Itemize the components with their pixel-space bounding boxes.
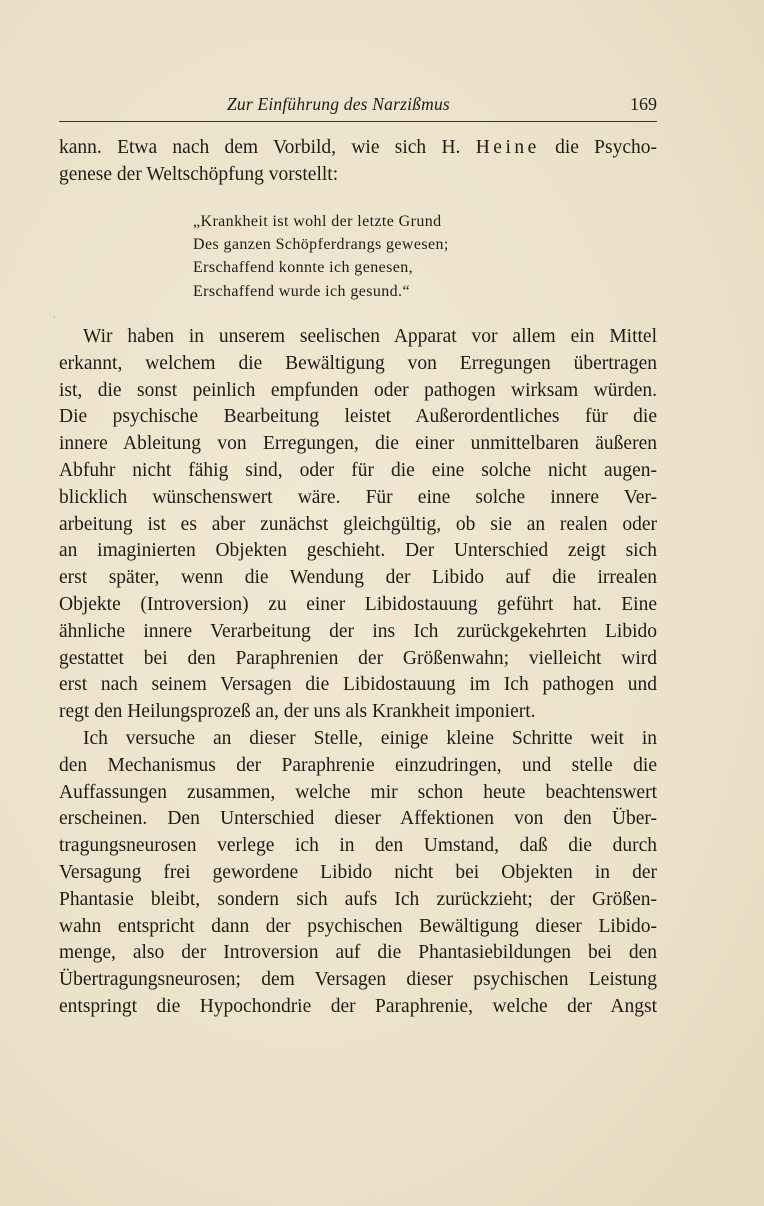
text-line: erst nach seinem Versagen die Libidostauung im Ich pathogen und <box>59 674 657 696</box>
text-line: menge, also der Introversion auf die Phantasiebildungen bei den <box>59 942 657 964</box>
text-line: arbeitung ist es aber zunächst gleichgültig, ob sie an realen oder <box>59 513 657 535</box>
text-line: erst später, wenn die Wendung der Libido auf die irrealen <box>59 567 657 589</box>
verse-line: „Krankheit ist wohl der letzte Grund <box>193 213 442 230</box>
text-line: genese der Weltschöpfung vorstellt: <box>59 163 339 185</box>
verse-line: Des ganzen Schöpferdrangs gewesen; <box>193 236 449 254</box>
text-line: erscheinen. Den Unterschied dieser Affektionen von den Über- <box>59 808 657 830</box>
text-line: Ich versuche an dieser Stelle, einige kleine Schritte weit in <box>83 728 657 749</box>
text-line: Wir haben in unserem seelischen Apparat vor allem ein Mittel <box>83 326 657 347</box>
text-line: tragungsneurosen verlege ich in den Umstand, daß die durch <box>59 835 657 857</box>
text-line: entspringt die Hypochondrie der Paraphrenie, welche der Angst <box>59 995 657 1017</box>
verse-quote <box>193 210 533 303</box>
text-line: ist, die sonst peinlich empfunden oder pathogen wirksam würden. <box>59 379 657 401</box>
text-line: ähnliche innere Verarbeitung der ins Ich zurückgekehrten Libido <box>59 620 657 642</box>
text-line: Die psychische Bearbeitung leistet Außerordentliches für die <box>59 406 657 428</box>
text-line: an imaginierten Objekten geschieht. Der Unterschied zeigt sich <box>59 540 657 562</box>
paragraph-1 <box>59 324 657 726</box>
page-number: 169 <box>630 94 657 114</box>
header-rule <box>59 121 657 122</box>
paragraph-2 <box>59 726 657 1021</box>
text-line: regt den Heilungsprozeß an, der uns als Krankheit imponiert. <box>59 701 536 723</box>
text-line: Abfuhr nicht fähig sind, oder für die eine solche nicht augen- <box>59 459 657 481</box>
opening-lines <box>59 135 657 189</box>
text-line: Objekte (Introversion) zu einer Libidostauung geführt hat. Eine <box>59 593 657 615</box>
text-line: Auffassungen zusammen, welche mir schon heute beachtenswert <box>59 781 657 803</box>
text-line: wahn entspricht dann der psychischen Bewältigung dieser Libido- <box>59 915 657 937</box>
spaced-name: Heine <box>475 137 540 158</box>
text-line: Phantasie bleibt, sondern sich aufs Ich zurückzieht; der Größen- <box>59 888 657 910</box>
text-line: blicklich wünschenswert wäre. Für eine solche innere Ver- <box>59 486 657 508</box>
text-line: Versagung frei gewordene Libido nicht bei Objekten in der <box>59 861 657 883</box>
text-line: innere Ableitung von Erregungen, die einer unmittelbaren äußeren <box>59 433 657 455</box>
margin-speck: · <box>53 312 56 322</box>
text-line: den Mechanismus der Paraphrenie einzudringen, und stelle die <box>59 754 657 776</box>
text-line: Übertragungsneurosen; dem Versagen dieser psychischen Leistung <box>59 969 657 991</box>
text-segment: die Psycho- <box>555 137 658 158</box>
running-title: Zur Einführung des Narzißmus <box>227 94 450 114</box>
running-head <box>59 94 657 120</box>
text-line <box>59 135 657 162</box>
text-line: gestattet bei den Paraphrenien der Größenwahn; vielleicht wird <box>59 647 657 669</box>
text-segment: kann. Etwa nach dem Vorbild, wie sich H. <box>59 137 461 158</box>
verse-line: Erschaffend wurde ich gesund.“ <box>193 282 410 300</box>
text-line: erkannt, welchem die Bewältigung von Erregungen übertragen <box>59 352 657 374</box>
verse-line: Erschaffend konnte ich genesen, <box>193 259 414 277</box>
